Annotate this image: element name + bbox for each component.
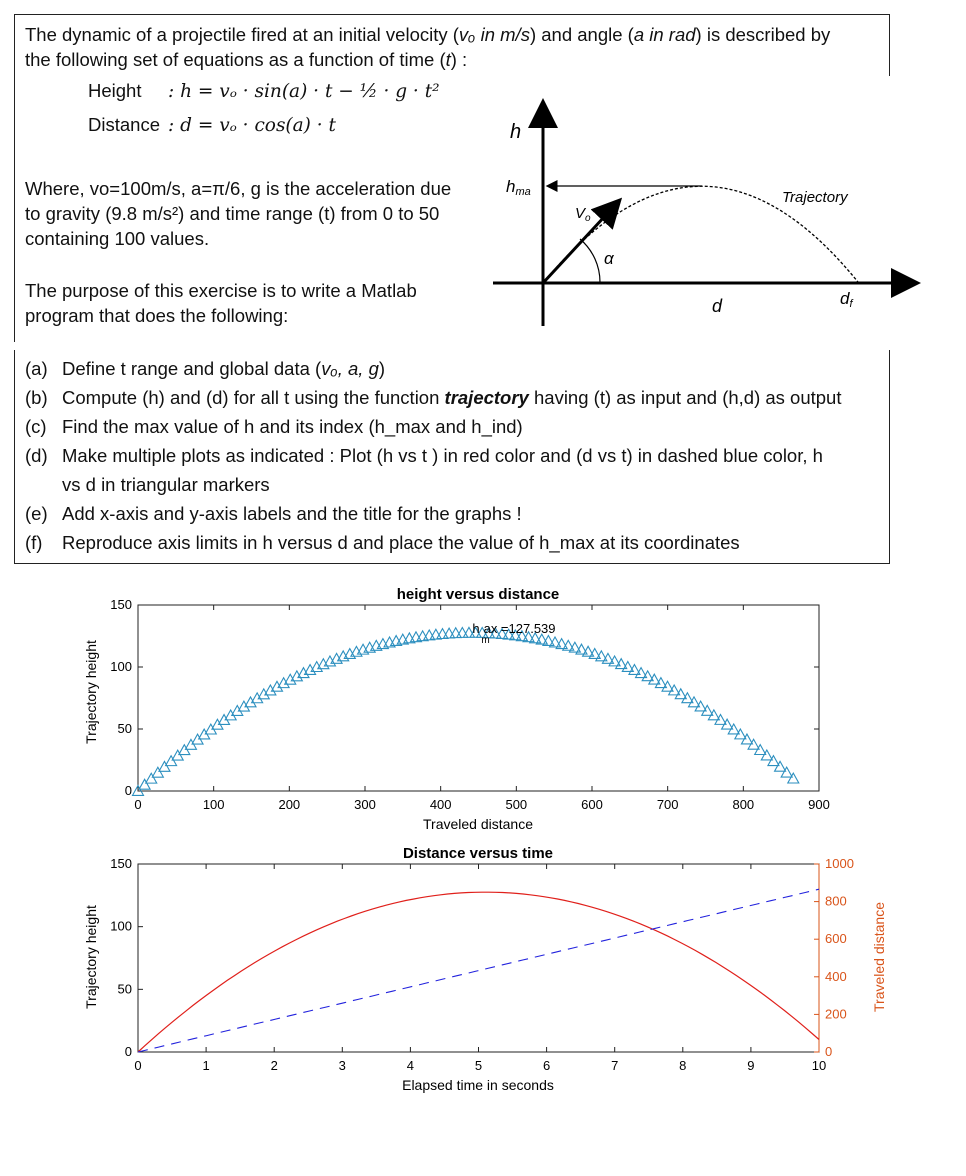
distance-equation: Distance : d = vₒ · cos(a) · t <box>88 114 336 136</box>
chart1-y-tick-label: 150 <box>110 597 132 612</box>
chart1-hmax-annotation: h ax =127.539 <box>472 620 556 636</box>
chart1-y-tick-label: 0 <box>124 783 132 798</box>
diagram-alpha-label: α <box>604 249 614 268</box>
chart1-x-tick-label: 700 <box>656 797 679 812</box>
chart1-xlabel: Traveled distance <box>423 816 533 832</box>
chart1-hmax-annotation-sub: m <box>481 634 490 646</box>
chart2-x-tick-label: 5 <box>474 1058 483 1073</box>
chart1-y-tick-label: 100 <box>110 659 132 674</box>
chart2-y2-tick-label: 0 <box>825 1044 833 1059</box>
diagram-h-label: h <box>510 121 522 143</box>
chart2-x-tick-label: 2 <box>270 1058 278 1073</box>
task-list <box>25 354 842 557</box>
distance-vs-time-chart <box>0 840 966 1100</box>
task-d: (d) Make multiple plots as indicated : Plot (h vs t ) in red color and (d vs t) in dashed blue color, h <box>25 445 823 466</box>
chart1-x-tick-label: 900 <box>808 797 830 812</box>
height-vs-distance-chart <box>0 580 966 840</box>
chart1-title: height versus distance <box>396 586 560 603</box>
chart2-y-tick-label: 50 <box>117 981 132 997</box>
chart1-x-tick-label: 100 <box>202 797 225 812</box>
projectile-diagram <box>490 96 930 336</box>
diagram-d-label: d <box>712 296 723 316</box>
angle-arc <box>580 239 600 283</box>
problem-box-left <box>14 14 15 342</box>
chart1-x-tick-label: 600 <box>581 797 603 812</box>
chart2-x-tick-label: 6 <box>542 1058 551 1073</box>
chart1-y-tick-label: 50 <box>117 721 132 736</box>
chart2-x-tick-label: 10 <box>811 1058 827 1073</box>
chart2-y2-tick-label: 600 <box>825 931 847 947</box>
chart2-title: Distance versus time <box>402 845 554 862</box>
chart2-x-tick-label: 8 <box>679 1058 687 1073</box>
chart2-x-tick-label: 1 <box>202 1058 210 1073</box>
where-text: Where, vo=100m/s, a=π/6, g is the acceleration due to gravity (9.8 m/s²) and time range (t) from 0 to 50 containing 100 values. <box>25 178 452 249</box>
chart2-y-tick-label: 0 <box>124 1044 132 1059</box>
chart2-xlabel: Elapsed time in seconds <box>402 1077 554 1093</box>
task-a: (a) Define t range and global data (vₒ, a, g) <box>25 358 386 379</box>
chart2-x-tick-label: 9 <box>747 1058 755 1073</box>
height-equation: Height : h = vₒ · sin(a) · t − ½ · g · t² <box>88 80 440 102</box>
task-f: (f) Reproduce axis limits in h versus d and place the value of h_max at its coordinates <box>25 532 740 553</box>
chart1-ylabel: Trajectory height <box>83 640 99 744</box>
chart2-y2-tick-label: 800 <box>825 893 847 909</box>
chart2-y-tick-label: 100 <box>110 918 132 934</box>
chart2-x-tick-label: 0 <box>134 1058 142 1073</box>
task-e: (e) Add x-axis and y-axis labels and the title for the graphs ! <box>25 503 522 524</box>
chart2-x-tick-label: 3 <box>338 1058 346 1073</box>
chart2-x-tick-label: 7 <box>611 1058 619 1073</box>
chart1-x-tick-label: 500 <box>505 797 528 812</box>
diagram-vo-label: $V_o$ <box>575 205 591 224</box>
chart1-x-tick-label: 300 <box>354 797 376 812</box>
chart2-y2-tick-label: 400 <box>825 968 847 984</box>
task-b: (b) Compute (h) and (d) for all t using the function trajectory having (t) as input and (h,d) as output <box>25 387 842 408</box>
diagram-df-label: df <box>840 289 853 310</box>
chart2-ylabel: Trajectory height <box>83 905 99 1009</box>
task-c: (c) Find the max value of h and its index (h_max and h_ind) <box>25 416 523 437</box>
chart2-ylabel-right: Traveled distance <box>871 902 887 1012</box>
tasks-box-left <box>14 350 15 564</box>
chart2-y2-tick-label: 1000 <box>825 856 854 871</box>
chart1-x-tick-label: 200 <box>278 797 301 812</box>
chart2-x-tick-label: 4 <box>406 1058 415 1073</box>
diagram-hmax-label: hma <box>506 177 531 198</box>
purpose-text: The purpose of this exercise is to write a Matlab program that does the following: <box>25 280 417 326</box>
chart1-x-tick-label: 400 <box>429 797 452 812</box>
chart2-y-tick-label: 150 <box>110 856 132 871</box>
diagram-trajectory-label: Trajectory <box>782 189 848 206</box>
intro-text: The dynamic of a projectile fired at an initial velocity (vₒ in m/s) and angle (a in rad) is described by the following set of equations as a function of time (t) : <box>25 24 831 70</box>
chart1-x-tick-label: 800 <box>732 797 755 812</box>
task-d-cont: vs d in triangular markers <box>62 474 270 495</box>
chart1-x-tick-label: 0 <box>134 797 142 812</box>
chart2-y2-tick-label: 200 <box>825 1006 847 1022</box>
